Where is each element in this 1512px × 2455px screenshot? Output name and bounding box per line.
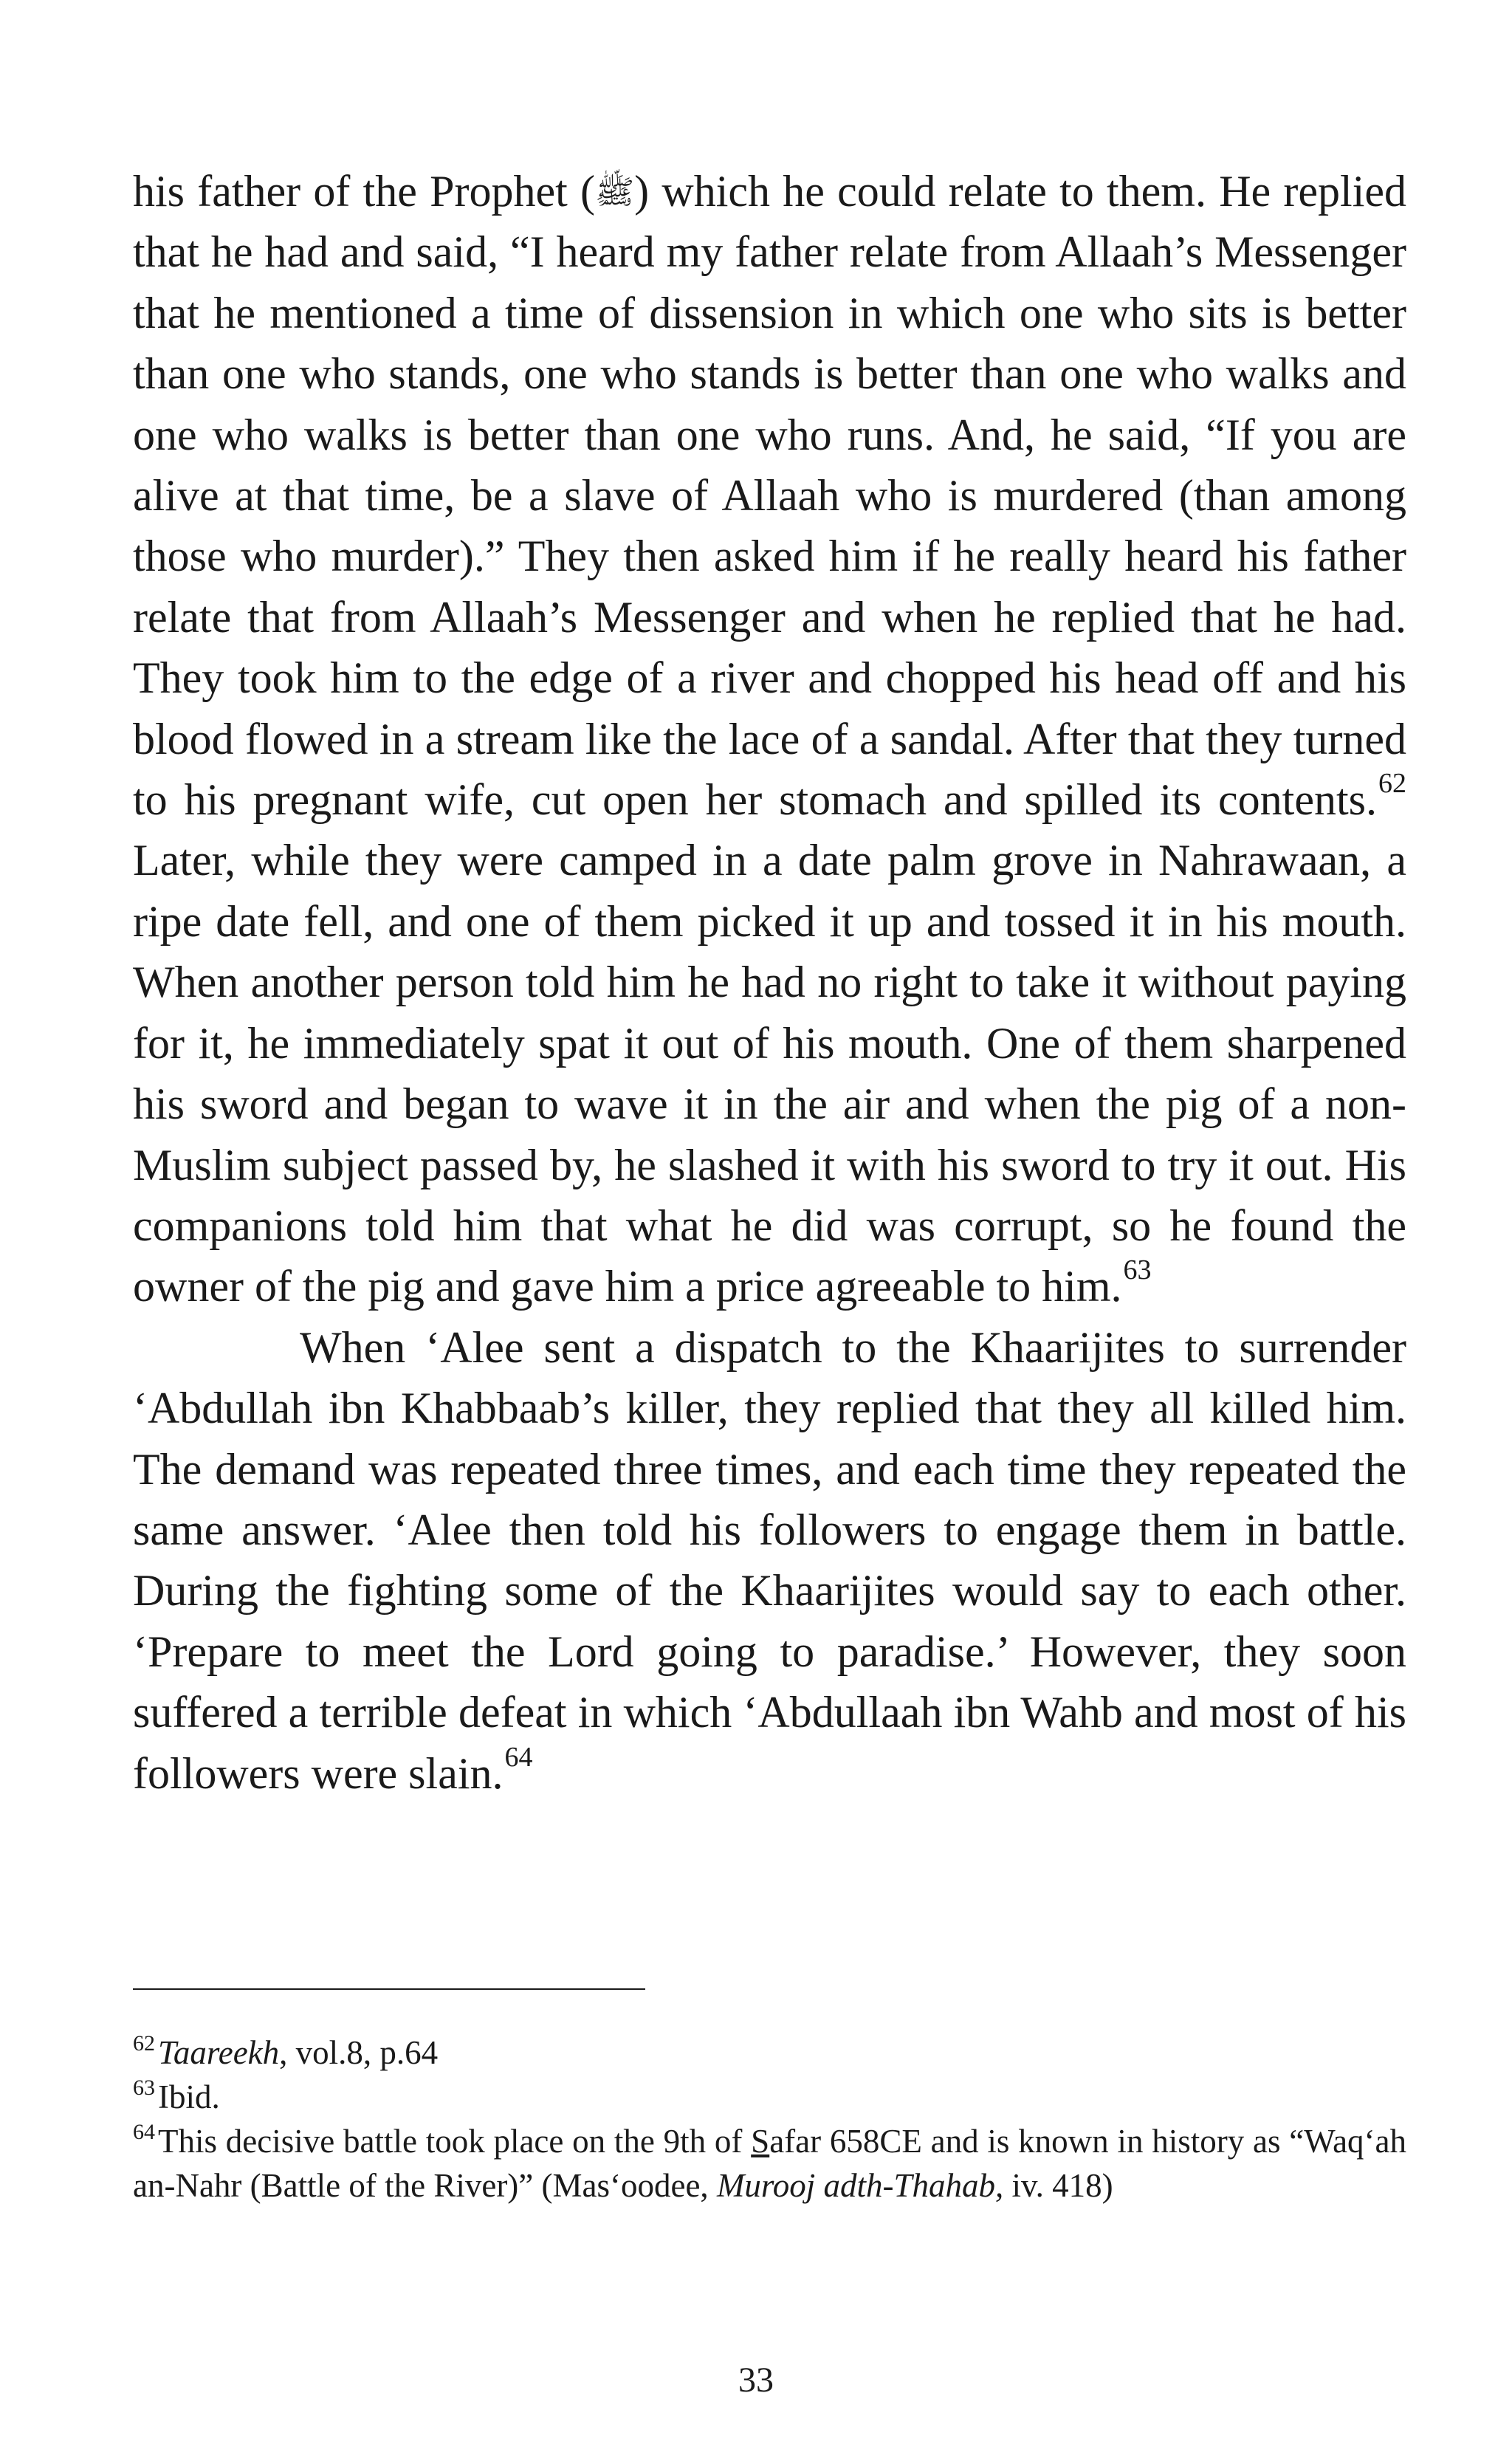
footnote-ref-63[interactable]: 63 bbox=[1123, 1254, 1152, 1286]
footnote-source-title: Murooj adth-Thahab, bbox=[716, 2167, 1004, 2204]
footnote-source-title: Taareekh bbox=[158, 2034, 280, 2071]
footnote-number: 63 bbox=[133, 2075, 155, 2100]
footnote-source-detail: , vol.8, p.64 bbox=[279, 2034, 439, 2071]
footnote-62 bbox=[133, 2030, 1406, 2075]
honorific-salutation-icon: ﷺ bbox=[595, 174, 635, 210]
footnote-text-a: This decisive battle took place on the 9th of bbox=[158, 2123, 752, 2160]
footnote-63 bbox=[133, 2075, 1406, 2119]
footnote-ref-64[interactable]: 64 bbox=[504, 1741, 533, 1773]
footnote-text-b: afar 658CE and is known in history as “Waq‘ah an-Nahr (Battle of the River)” (Mas‘oodee, bbox=[133, 2123, 1406, 2204]
main-text bbox=[133, 161, 1406, 1804]
footnote-number: 64 bbox=[133, 2120, 155, 2144]
paragraph-1-text-a: his father of the Prophet ( bbox=[133, 167, 596, 216]
footnote-ref-62[interactable]: 62 bbox=[1378, 768, 1406, 800]
footnote-64 bbox=[133, 2119, 1406, 2208]
page-number: 33 bbox=[738, 2360, 774, 2400]
footnote-divider bbox=[133, 1988, 645, 1990]
footnote-text: Ibid. bbox=[158, 2078, 220, 2115]
paragraph-1-text-c: Later, while they were camped in a date palm grove in Nahrawaan, a ripe date fell, and one of them picked it up and tossed it in his mouth. When another person told him he had no right to take it without paying for it, he immediately spat it out of his mouth. One of them sharpened his sword and began to wave it in the air and when the pig of a non-Muslim subject passed by, he slashed it with his sword to try it out. His companions told him that what he did was corrupt, so he found the owner of the pig and gave him a price agreeable to him. bbox=[133, 836, 1406, 1311]
footnote-underlined-letter: S bbox=[751, 2123, 770, 2160]
paragraph-2-text: When ‘Alee sent a dispatch to the Khaarijites to surrender ‘Abdullah ibn Khabbaab’s killer, they replied that they all killed him. The demand was repeated three times, and each time they repeated the same answer. ‘Alee then told his followers to engage them in battle. During the fighting some of the Khaarijites would say to each other. ‘Prepare to meet the Lord going to paradise.’ However, they soon suffered a terrible defeat in which ‘Abdullaah ibn Wahb and most of his followers were slain. bbox=[133, 1322, 1406, 1798]
footnote-text-c: iv. 418) bbox=[1003, 2167, 1113, 2204]
paragraph-1 bbox=[133, 161, 1406, 1317]
paragraph-2 bbox=[133, 1317, 1406, 1804]
footnote-number: 62 bbox=[133, 2031, 155, 2056]
paragraph-1-text-b: ) which he could relate to them. He replied that he had and said, “I heard my father relate from Allaah’s Messenger that he mentioned a time of dissension in which one who sits is better than one who stands, one who stands is better than one who walks and one who walks is better than one who runs. And, he said, “If you are alive at that time, be a slave of Allaah who is murdered (than among those who murder).” They then asked him if he really heard his father relate that from Allaah’s Messenger and when he replied that he had. They took him to the edge of a river and chopped his head off and his blood flowed in a stream like the lace of a sandal. After that they turned to his pregnant wife, cut open her stomach and spilled its contents. bbox=[133, 167, 1406, 825]
footnotes bbox=[133, 2030, 1406, 2208]
